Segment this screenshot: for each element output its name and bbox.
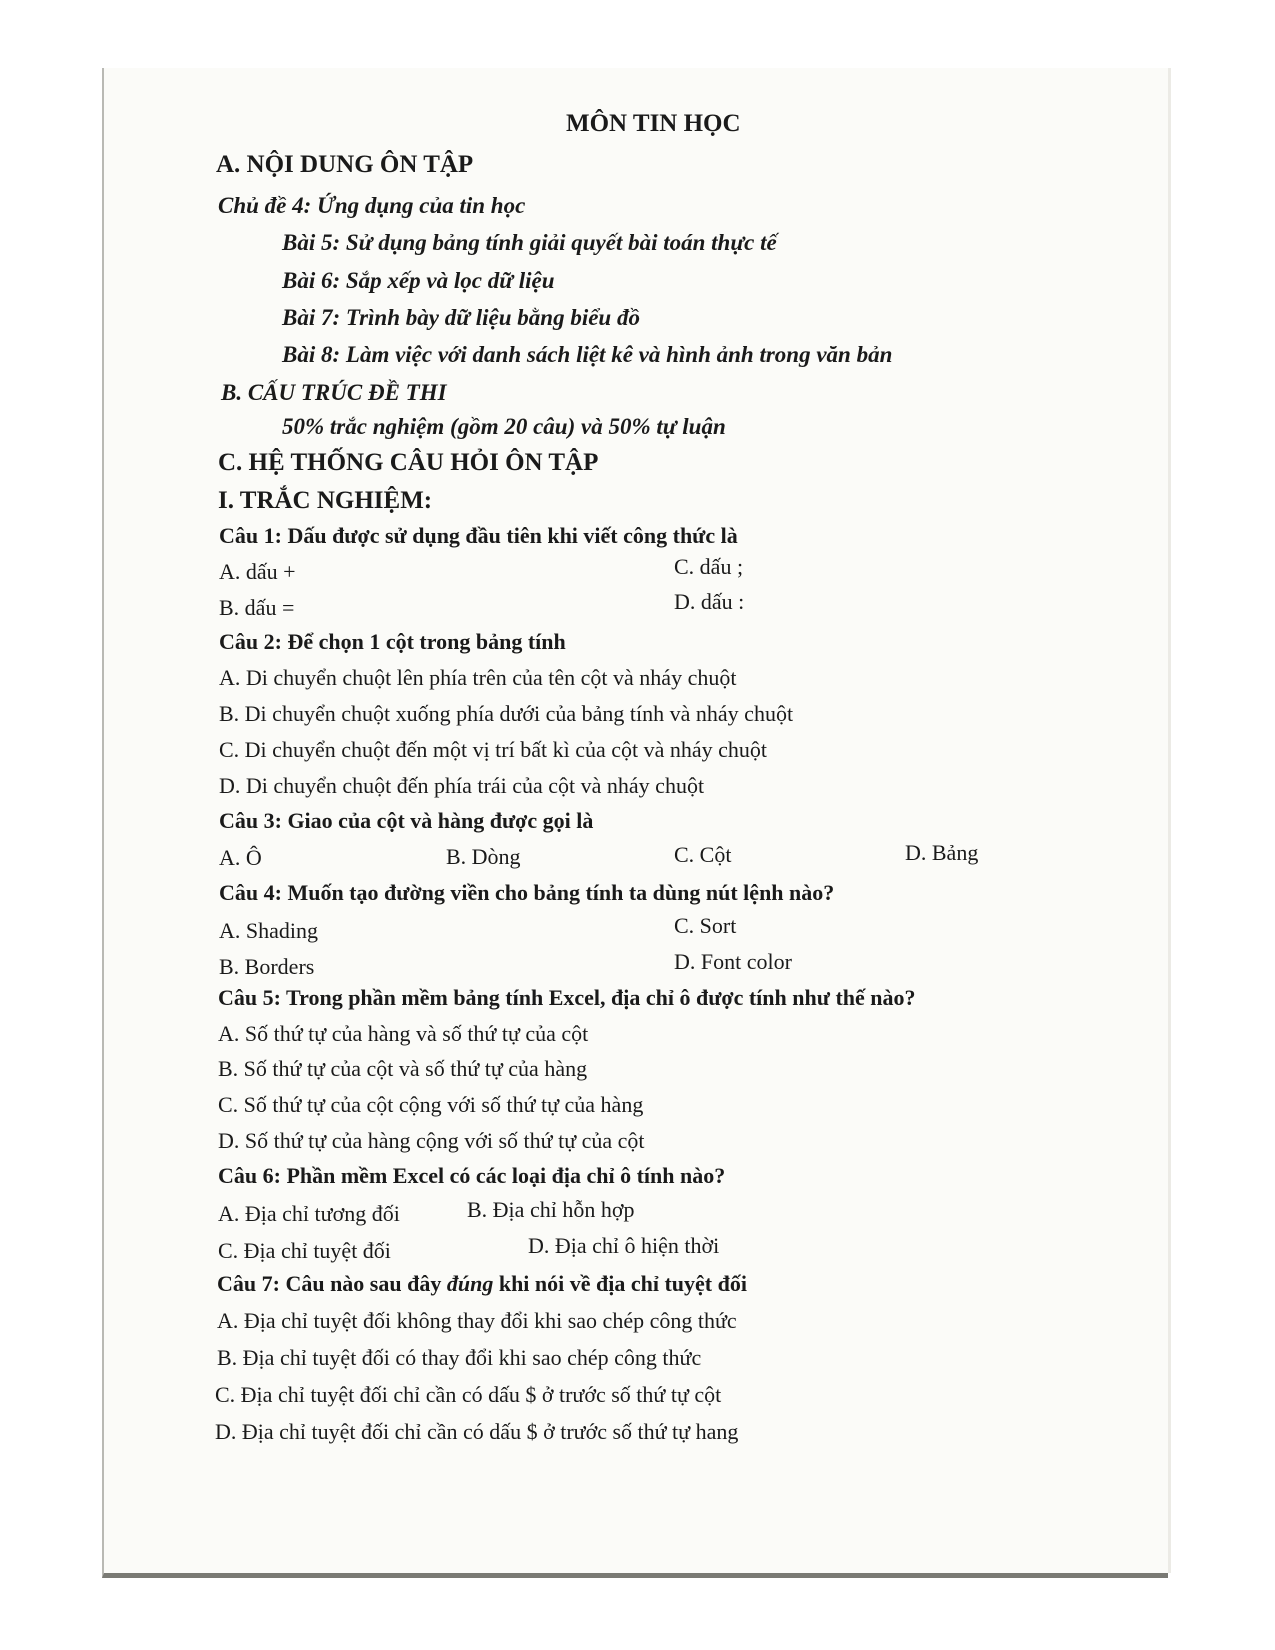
- answer-option: A. Địa chỉ tương đối: [218, 1201, 400, 1226]
- answer-option: D. Di chuyển chuột đến phía trái của cột và nháy chuột: [219, 773, 705, 798]
- answer-option: B. Di chuyển chuột xuống phía dưới của bảng tính và nháy chuột: [219, 701, 794, 726]
- answer-option: A. Số thứ tự của hàng và số thứ tự của cột: [218, 1021, 589, 1046]
- exam-structure: 50% trắc nghiệm (gồm 20 câu) và 50% tự luận: [282, 414, 726, 439]
- answer-option: D. Bảng: [905, 840, 979, 865]
- answer-option: B. Địa chỉ hỗn hợp: [467, 1197, 635, 1222]
- answer-option: C. Sort: [674, 913, 737, 938]
- answer-option: D. dấu :: [674, 589, 745, 614]
- answer-option: D. Địa chỉ tuyệt đối chỉ cần có dấu $ ở trước số thứ tự hang: [215, 1419, 739, 1444]
- question-stem: Câu 3: Giao của cột và hàng được gọi là: [219, 808, 594, 833]
- answer-option: C. Số thứ tự của cột cộng với số thứ tự của hàng: [218, 1092, 644, 1117]
- lesson-item: Bài 8: Làm việc với danh sách liệt kê và hình ảnh trong văn bản: [282, 342, 893, 367]
- lesson-item: Bài 6: Sắp xếp và lọc dữ liệu: [282, 268, 555, 293]
- answer-option: D. Địa chỉ ô hiện thời: [528, 1233, 720, 1258]
- answer-option: C. dấu ;: [674, 554, 744, 579]
- answer-option: C. Cột: [674, 842, 732, 867]
- document-title: MÔN TIN HỌC: [566, 110, 741, 137]
- answer-option: A. Di chuyển chuột lên phía trên của tên cột và nháy chuột: [219, 665, 737, 690]
- answer-option: B. dấu =: [219, 595, 295, 620]
- topic-heading: Chủ đề 4: Ứng dụng của tin học: [218, 193, 526, 218]
- question-stem: Câu 5: Trong phần mềm bảng tính Excel, địa chỉ ô được tính như thế nào?: [218, 985, 916, 1010]
- section-a-heading: A. NỘI DUNG ÔN TẬP: [216, 151, 474, 178]
- question-stem-emphasis: đúng: [446, 1271, 494, 1296]
- answer-option: C. Địa chỉ tuyệt đối chỉ cần có dấu $ ở trước số thứ tự cột: [215, 1382, 722, 1407]
- answer-option: B. Dòng: [446, 844, 521, 869]
- answer-option: A. Ô: [219, 845, 262, 870]
- question-stem: [217, 1270, 747, 1298]
- answer-option: A. Địa chỉ tuyệt đối không thay đổi khi sao chép công thức: [217, 1308, 737, 1333]
- question-stem: Câu 4: Muốn tạo đường viền cho bảng tính ta dùng nút lệnh nào?: [219, 880, 835, 905]
- answer-option: B. Borders: [219, 954, 315, 979]
- answer-option: D. Font color: [674, 949, 792, 974]
- answer-option: A. dấu +: [219, 559, 296, 584]
- answer-option: C. Địa chỉ tuyệt đối: [218, 1238, 391, 1263]
- part-i-heading: I. TRẮC NGHIỆM:: [218, 487, 433, 514]
- question-stem-start: Câu 7: Câu nào sau đây: [217, 1271, 447, 1296]
- lesson-item: Bài 7: Trình bày dữ liệu bằng biểu đồ: [282, 305, 640, 330]
- question-stem-end: khi nói về địa chỉ tuyệt đối: [493, 1271, 747, 1296]
- lesson-item: Bài 5: Sử dụng bảng tính giải quyết bài toán thực tế: [282, 230, 777, 255]
- question-stem: Câu 2: Để chọn 1 cột trong bảng tính: [219, 629, 566, 654]
- question-stem: Câu 6: Phần mềm Excel có các loại địa chỉ ô tính nào?: [218, 1163, 726, 1188]
- section-b-heading: B. CẤU TRÚC ĐỀ THI: [221, 380, 447, 405]
- section-c-heading: C. HỆ THỐNG CÂU HỎI ÔN TẬP: [218, 449, 599, 476]
- answer-option: B. Số thứ tự của cột và số thứ tự của hàng: [218, 1056, 588, 1081]
- answer-option: D. Số thứ tự của hàng cộng với số thứ tự của cột: [218, 1128, 645, 1153]
- question-stem: Câu 1: Dấu được sử dụng đầu tiên khi viết công thức là: [219, 523, 738, 548]
- answer-option: A. Shading: [219, 918, 318, 943]
- answer-option: C. Di chuyển chuột đến một vị trí bất kì của cột và nháy chuột: [219, 737, 768, 762]
- answer-option: B. Địa chỉ tuyệt đối có thay đổi khi sao chép công thức: [217, 1345, 702, 1370]
